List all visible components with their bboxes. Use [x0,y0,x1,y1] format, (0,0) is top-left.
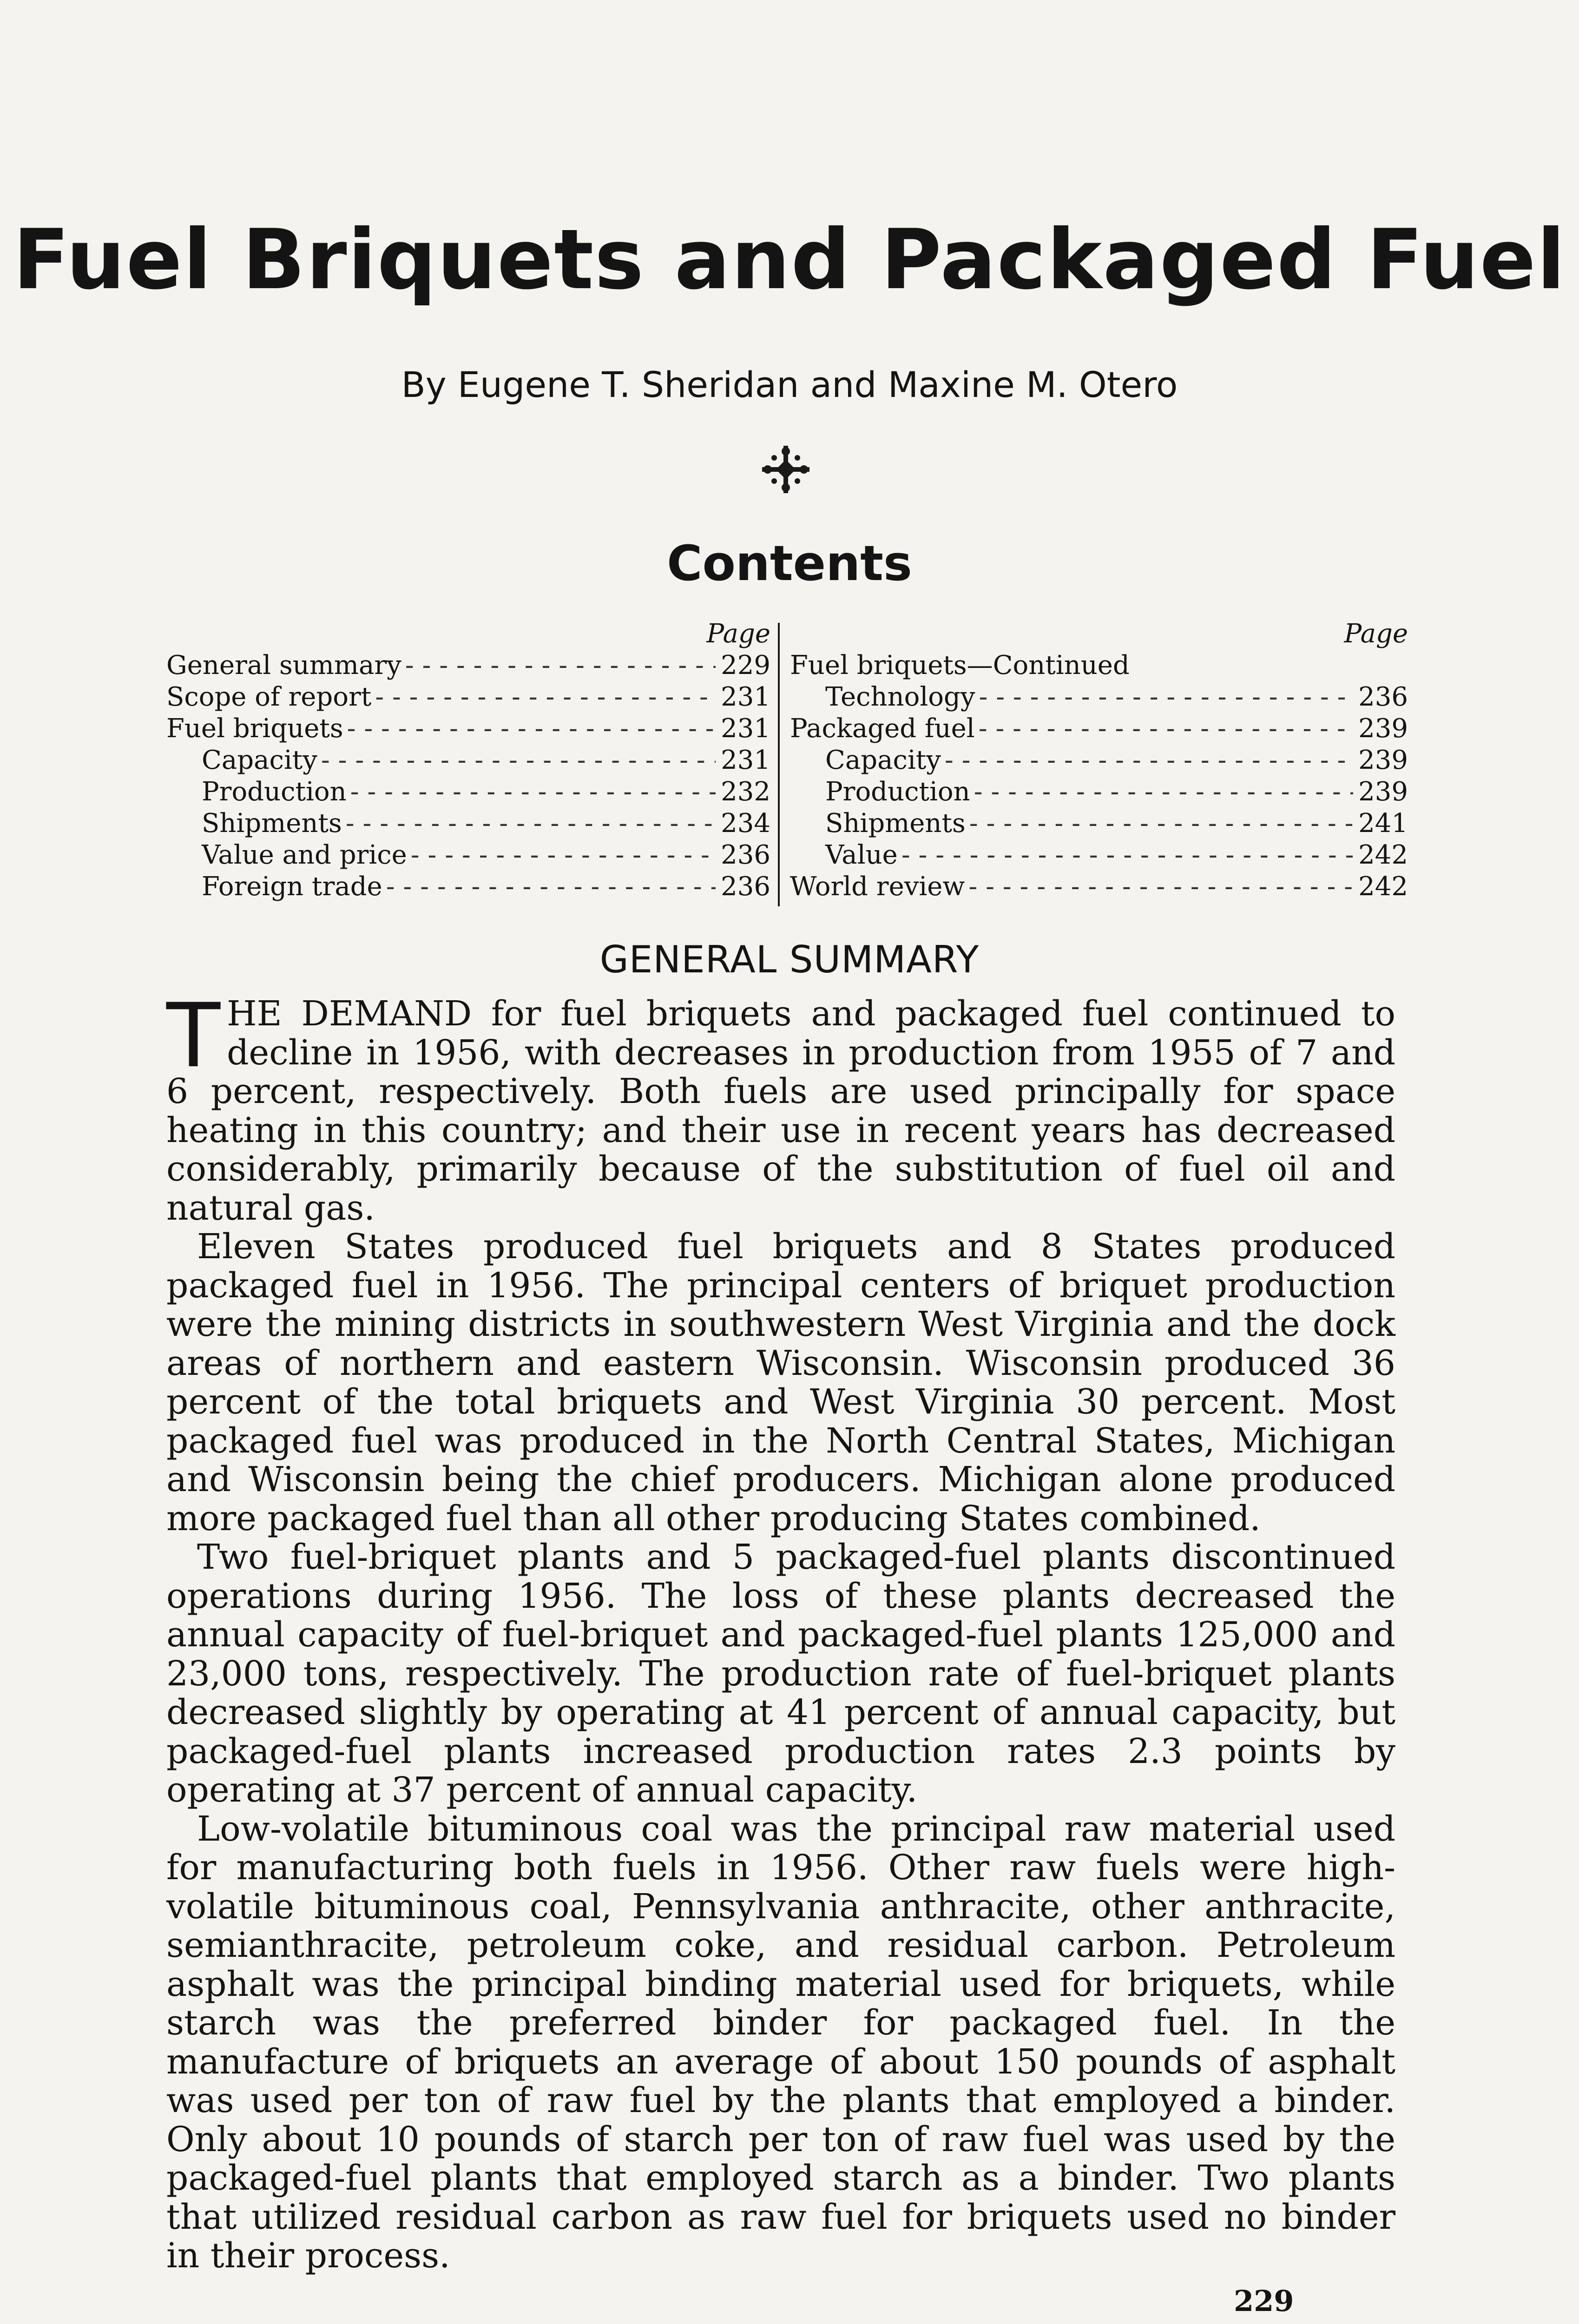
ornament-icon [760,444,811,495]
drop-cap: T [166,984,221,1087]
toc-entry-pf-production: Production - - - 239 [790,776,1408,808]
toc-entry-fuel-briquets: Fuel briquets - - - 231 [166,713,770,745]
paragraph-4: Low-volatile bituminous coal was the principal raw material used for manufacturing both fuels in 1956. Other raw fuels were high-volatile bituminous coal, Pennsylvania anthracite, other anthracite, semianthracite, petroleum coke, and residual carbon. Petroleum asphalt was the principal binding material used for briquets, while starch was the preferred binder for packaged fuel. In the manufacture of briquets an average of about 150 pounds of asphalt was used per ton of raw fuel by the plants that employed a binder. Only about 10 pounds of starch per ton of raw fuel was used by the packaged-fuel plants that employed starch as a binder. Two plants that utilized residual carbon as raw fuel for briquets used no binder in their process. [166,1809,1395,2276]
toc-right-column [790,618,1408,903]
toc-entry-production: Production - - - 232 [166,776,770,808]
paragraph-2: Eleven States produced fuel briquets and 8 States produced packaged fuel in 1956. The principal centers of briquet production were the mining districts in southwestern West Virginia and the dock areas of northern and eastern Wisconsin. Wisconsin produced 36 percent of the total briquets and West Virginia 30 percent. Most packaged fuel was produced in the North Central States, Michigan and Wisconsin being the chief producers. Michigan alone produced more packaged fuel than all other producing States combined. [166,1227,1395,1538]
toc-entry-pf-value: Value - - - 242 [790,839,1408,871]
toc-continued-header: Fuel briquets—Continued [790,650,1130,680]
paragraph-3: Two fuel-briquet plants and 5 packaged-fuel plants discontinued operations during 1956. The loss of these plants decreased the annual capacity of fuel-briquet and packaged-fuel plants 125,000 and 23,000 tons, respectively. The production rate of fuel-briquet plants decreased slightly by operating at 41 percent of annual capacity, but packaged-fuel plants increased production rates 2.3 points by operating at 37 percent of annual capacity. [166,1537,1395,1810]
toc-entry-shipments: Shipments - - - 234 [166,808,770,839]
paragraph-1: THE DEMAND for fuel briquets and packaged fuel continued to decline in 1956, with decreases in production from 1955 of 7 and 6 percent, respectively. Both fuels are used principally for space heating in this country; and their use in recent years has decreased considerably, primarily because of the substitution of fuel oil and natural gas. [166,984,1395,1228]
body-text [166,984,1395,2276]
byline: By Eugene T. Sheridan and Maxine M. Otero [401,364,1178,405]
toc-page-label: Page [706,619,770,649]
toc-entry-general-summary: General summary - - - 229 [166,650,770,681]
toc-entry-pf-shipments: Shipments - - - 241 [790,808,1408,839]
toc-entry-technology: Technology - - - 236 [790,681,1408,713]
toc-entry-pf-capacity: Capacity - - - 239 [790,745,1408,776]
toc-entry-value-and-price: Value and price - - - 236 [166,839,770,871]
toc-page-label: Page [1344,619,1408,649]
toc-entry-scope-of-report: Scope of report - - - 231 [166,681,770,713]
toc-entry-foreign-trade: Foreign trade - - - 236 [166,871,770,903]
toc-divider [778,623,780,906]
section-heading: GENERAL SUMMARY [599,938,980,981]
toc-entry-capacity: Capacity - - - 231 [166,745,770,776]
toc-left-column [166,618,770,903]
contents-heading: Contents [667,535,912,592]
toc-entry-world-review: World review - - - 242 [790,871,1408,903]
toc-entry-packaged-fuel: Packaged fuel - - - 239 [790,713,1408,745]
chapter-title: Fuel Briquets and Packaged Fuel [13,211,1566,308]
page-number: 229 [1234,2284,1294,2318]
